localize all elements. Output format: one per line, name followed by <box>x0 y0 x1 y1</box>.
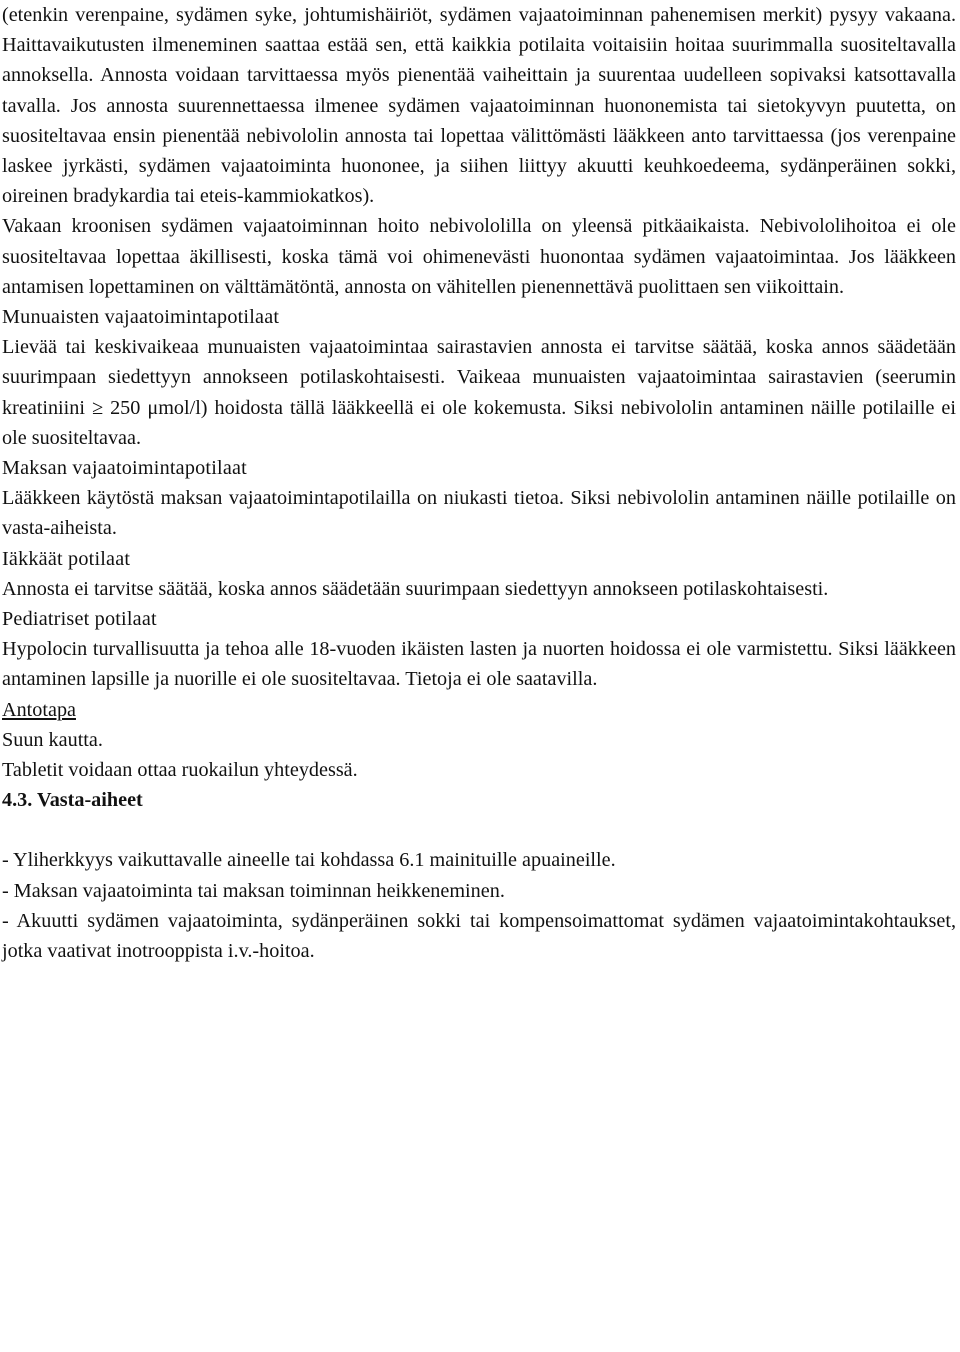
document-page <box>2 0 956 966</box>
elderly-heading: Iäkkäät potilaat <box>2 547 131 570</box>
administration-heading: Antotapa <box>2 698 76 721</box>
renal-heading: Munuaisten vajaatoimintapotilaat <box>2 306 280 329</box>
hepatic-text: Lääkkeen käytöstä maksan vajaatoimintapotilailla on niukasti tietoa. Siksi nebivololin antaminen näille potilaille on vasta-aiheista. <box>2 487 956 540</box>
renal-text: Lievää tai keskivaikeaa munuaisten vajaatoimintaa sairastavien annosta ei tarvitse säätää, koska annos säädetään suurimpaan siedettyyn annokseen potilaskohtaisesti. Vaikeaa munuaisten vajaatoimintaa sairastavien (seerumin kreatiniini ≥ 250 μmol/l) hoidosta tällä lääkkeellä ei ole kokemusta. Siksi nebivololin antaminen näille potilaille ei ole suositeltavaa. <box>2 336 956 449</box>
list-item: - Akuutti sydämen vajaatoiminta, sydänperäinen sokki tai kompensoimattomat sydämen vajaatoimintakohtaukset, jotka vaativat inotrooppista i.v.-hoitoa. <box>2 909 956 963</box>
pediatric-text: Hypolocin turvallisuutta ja tehoa alle 18-vuoden ikäisten lasten ja nuorten hoidossa ei ole varmistettu. Siksi lääkkeen antaminen lapsille ja nuorille ei ole suositeltavaa. Tietoja ei ole saatavilla. <box>2 638 956 691</box>
administration-line-2: Tabletit voidaan ottaa ruokailun yhteydessä. <box>2 759 358 782</box>
list-item: - Yliherkkyys vaikuttavalle aineelle tai kohdassa 6.1 mainituille apuaineille. <box>2 849 616 872</box>
hepatic-heading: Maksan vajaatoimintapotilaat <box>2 457 247 480</box>
contraindications-heading: 4.3. Vasta-aiheet <box>2 789 143 812</box>
dosage-paragraph-1: (etenkin verenpaine, sydämen syke, johtumishäiriöt, sydämen vajaatoiminnan pahenemisen merkit) pysyy vakaana. Haittavaikutusten ilmeneminen saattaa estää sen, että kaikkia potilaita voitaisiin hoitaa suurimmalla suositeltavalla annoksella. Annosta voidaan tarvittaessa myös pienentää vaiheittain ja suurentaa uudelleen sopivaksi katsottavalla tavalla. Jos annosta suurennettaessa ilmenee sydämen vajaatoiminnan huononemista tai sietokyvyn puutetta, on suositeltavaa ensin pienentää nebivololin annosta tai lopettaa välittömästi lääkkeen anto tarvittaessa (jos verenpaine laskee jyrkästi, sydämen vajaatoiminta huononee, ja siihen liittyy akuutti keuhkoedeema, sydänperäinen sokki, oireinen bradykardia tai eteis-kammiokatkos). <box>2 4 956 208</box>
pediatric-heading: Pediatriset potilaat <box>2 608 157 631</box>
dosage-paragraph-2: Vakaan kroonisen sydämen vajaatoiminnan hoito nebivololilla on yleensä pitkäaikaista. Nebivololihoitoa ei ole suositeltavaa lopettaa äkillisesti, koska tämä voi ohimenevästi huonontaa sydämen vajaatoimintaa. Jos lääkkeen antamisen lopettaminen on välttämätöntä, annosta on vähitellen pienennettävä puolittaen sen viikoittain. <box>2 215 956 298</box>
list-item: - Maksan vajaatoiminta tai maksan toiminnan heikkeneminen. <box>2 879 505 902</box>
contraindications-list <box>2 845 956 966</box>
administration-line-1: Suun kautta. <box>2 728 103 751</box>
elderly-text: Annosta ei tarvitse säätää, koska annos säädetään suurimpaan siedettyyn annokseen potilaskohtaisesti. <box>2 577 829 600</box>
